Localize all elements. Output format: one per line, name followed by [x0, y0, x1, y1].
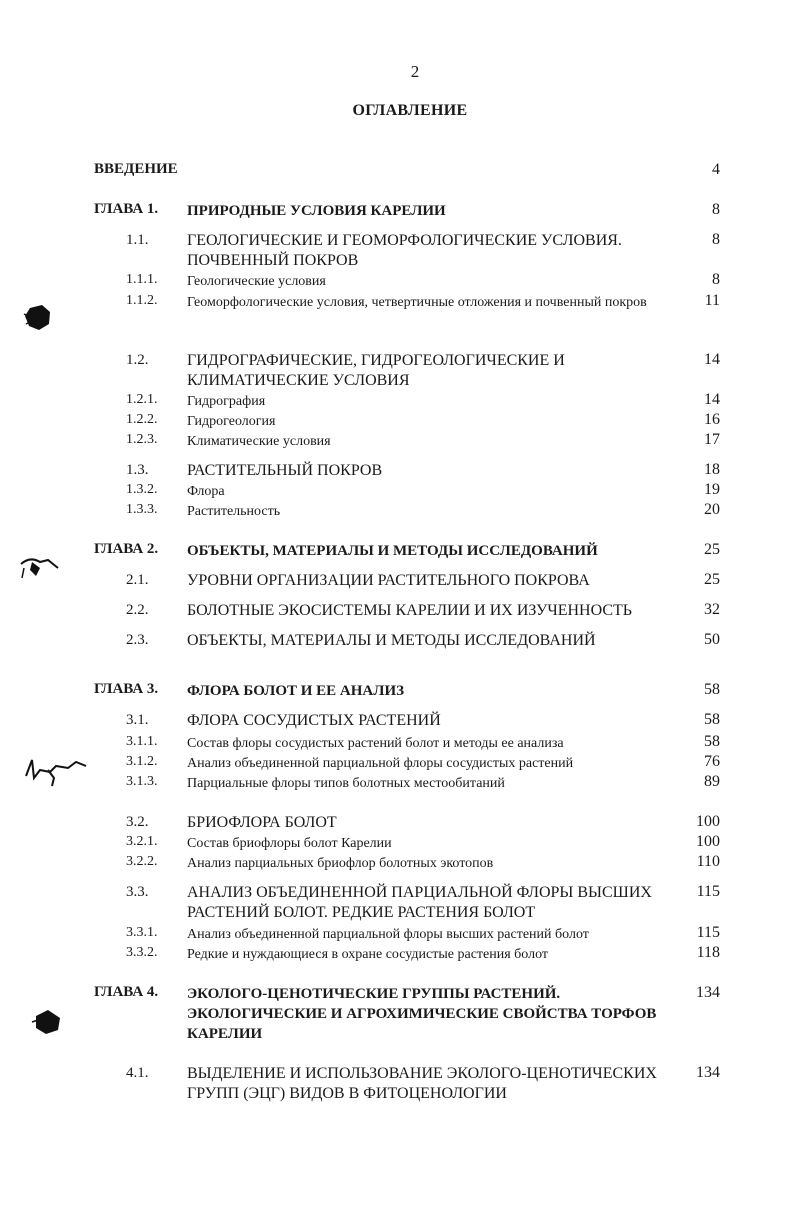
toc-entry-title: ФЛОРА БОЛОТ И ЕЕ АНАЛИЗ	[187, 683, 405, 699]
toc-entry-page: 8	[712, 201, 720, 218]
ink-scribble-mark	[18, 552, 62, 582]
toc-entry-page: 8	[712, 271, 720, 288]
toc-entry-number: 1.3.3.	[126, 502, 158, 517]
toc-entry-number: 4.1.	[126, 1065, 149, 1081]
toc-entry-page: 17	[704, 431, 720, 448]
toc-entry-title: ГЕОЛОГИЧЕСКИЕ И ГЕОМОРФОЛОГИЧЕСКИЕ УСЛОВИЯ. ПОЧВЕННЫЙ ПОКРОВ	[187, 232, 622, 269]
toc-entry-number: 3.2.1.	[126, 834, 158, 849]
toc-entry-title: АНАЛИЗ ОБЪЕДИНЕННОЙ ПАРЦИАЛЬНОЙ ФЛОРЫ ВЫСШИХ РАСТЕНИЙ БОЛОТ. РЕДКИЕ РАСТЕНИЯ БОЛОТ	[187, 884, 652, 921]
toc-entry-number: 1.2.3.	[126, 432, 158, 447]
toc-entry-title: Состав флоры сосудистых растений болот и методы ее анализа	[187, 736, 564, 751]
toc-entry-page: 100	[696, 833, 720, 850]
toc-entry-title: Анализ парциальных бриофлор болотных экотопов	[187, 856, 494, 871]
toc-entry-number: ГЛАВА 1.	[94, 201, 159, 217]
ink-blot-mark	[22, 302, 54, 332]
toc-entry-page: 76	[704, 753, 720, 770]
toc-entry-page: 110	[696, 853, 720, 870]
toc-entry-number: 3.2.	[126, 814, 149, 830]
toc-entry-number: 3.3.	[126, 884, 149, 900]
toc-entry-page: 11	[704, 292, 720, 309]
toc-entry-page: 58	[704, 711, 720, 728]
toc-entry-page: 134	[696, 1064, 720, 1081]
toc-entry-title: Геологические условия	[187, 274, 326, 289]
toc-entry-number: 1.3.	[126, 462, 149, 478]
toc-entry-page: 14	[704, 351, 720, 368]
toc-entry-number: ГЛАВА 2.	[94, 541, 159, 557]
toc-entry-title: Флора	[187, 484, 225, 499]
toc-entry-title: РАСТИТЕЛЬНЫЙ ПОКРОВ	[187, 462, 383, 479]
toc-entry-number: 3.1.	[126, 712, 149, 728]
toc-entry-number: 2.1.	[126, 572, 149, 588]
toc-entry-number: 1.3.2.	[126, 482, 158, 497]
toc-entry-title: ГИДРОГРАФИЧЕСКИЕ, ГИДРОГЕОЛОГИЧЕСКИЕ И КЛИМАТИЧЕСКИЕ УСЛОВИЯ	[187, 352, 565, 389]
toc-entry-page: 16	[704, 411, 720, 428]
toc-entry-page: 4	[712, 161, 720, 178]
toc-entry-page: 89	[704, 773, 720, 790]
toc-entry-page: 8	[712, 231, 720, 248]
toc-entry-title: Климатические условия	[187, 434, 331, 449]
toc-entry-page: 118	[696, 944, 720, 961]
toc-entry-title: Анализ объединенной парциальной флоры высших растений болот	[187, 927, 589, 942]
toc-entry-title: Гидрогеология	[187, 414, 276, 429]
page-title: ОГЛАВЛЕНИЕ	[352, 102, 468, 119]
toc-entry-number: 1.2.	[126, 352, 149, 368]
toc-entry-number: 3.1.2.	[126, 754, 158, 769]
toc-entry-number: 3.2.2.	[126, 854, 158, 869]
toc-entry-page: 25	[704, 571, 720, 588]
toc-entry-number: 2.3.	[126, 632, 149, 648]
toc-entry-number: 2.2.	[126, 602, 149, 618]
toc-entry-number: 1.2.2.	[126, 412, 158, 427]
toc-entry-title: ВЫДЕЛЕНИЕ И ИСПОЛЬЗОВАНИЕ ЭКОЛОГО-ЦЕНОТИЧЕСКИХ ГРУПП (ЭЦГ) ВИДОВ В ФИТОЦЕНОЛОГИИ	[187, 1065, 657, 1102]
toc-entry-page: 14	[704, 391, 720, 408]
toc-entry-page: 115	[696, 924, 720, 941]
toc-entry-page: 58	[704, 681, 720, 698]
toc-entry-title: Растительность	[187, 504, 281, 519]
toc-entry-title: ОБЪЕКТЫ, МАТЕРИАЛЫ И МЕТОДЫ ИССЛЕДОВАНИЙ	[187, 543, 598, 559]
toc-entry-title: ЭКОЛОГО-ЦЕНОТИЧЕСКИЕ ГРУППЫ РАСТЕНИЙ. ЭКОЛОГИЧЕСКИЕ И АГРОХИМИЧЕСКИЕ СВОЙСТВА ТОРФОВ КАРЕЛИИ	[187, 986, 657, 1042]
toc-entry-page: 20	[704, 501, 720, 518]
toc-entry-title: ФЛОРА СОСУДИСТЫХ РАСТЕНИЙ	[187, 712, 441, 729]
page-number: 2	[410, 62, 420, 81]
toc-entry-number: 3.1.1.	[126, 734, 158, 749]
ink-scribble-mark	[24, 756, 88, 790]
toc-entry-title: ПРИРОДНЫЕ УСЛОВИЯ КАРЕЛИИ	[187, 203, 446, 219]
toc-entry-number: 1.1.	[126, 232, 149, 248]
toc-entry-title: БОЛОТНЫЕ ЭКОСИСТЕМЫ КАРЕЛИИ И ИХ ИЗУЧЕННОСТЬ	[187, 602, 632, 619]
toc-entry-number: 1.1.2.	[126, 293, 158, 308]
toc-entry-number: ГЛАВА 4.	[94, 984, 159, 1000]
toc-entry-number: 1.2.1.	[126, 392, 158, 407]
toc-entry-title: Геоморфологические условия, четвертичные отложения и почвенный покров	[187, 295, 647, 310]
toc-entry-title: Редкие и нуждающиеся в охране сосудистые растения болот	[187, 947, 549, 962]
toc-entry-title: Анализ объединенной парциальной флоры сосудистых растений	[187, 756, 574, 771]
toc-entry-page: 50	[704, 631, 720, 648]
toc-entry-page: 134	[696, 984, 720, 1001]
toc-entry-page: 32	[704, 601, 720, 618]
toc-entry-number: 1.1.1.	[126, 272, 158, 287]
toc-entry-title: Гидрография	[187, 394, 266, 409]
toc-entry-title: БРИОФЛОРА БОЛОТ	[187, 814, 337, 831]
toc-entry-title: УРОВНИ ОРГАНИЗАЦИИ РАСТИТЕЛЬНОГО ПОКРОВА	[187, 572, 590, 589]
toc-entry-number: ВВЕДЕНИЕ	[94, 161, 178, 177]
toc-entry-title: Парциальные флоры типов болотных местообитаний	[187, 776, 505, 791]
toc-entry-number: ГЛАВА 3.	[94, 681, 159, 697]
toc-entry-title: ОБЪЕКТЫ, МАТЕРИАЛЫ И МЕТОДЫ ИССЛЕДОВАНИЙ	[187, 632, 596, 649]
toc-entry-page: 25	[704, 541, 720, 558]
toc-entry-page: 19	[704, 481, 720, 498]
toc-entry-number: 3.3.1.	[126, 925, 158, 940]
toc-entry-page: 100	[696, 813, 720, 830]
toc-entry-page: 115	[696, 883, 720, 900]
toc-entry-number: 3.1.3.	[126, 774, 158, 789]
toc-entry-page: 58	[704, 733, 720, 750]
toc-entry-number: 3.3.2.	[126, 945, 158, 960]
toc-entry-page: 18	[704, 461, 720, 478]
ink-blot-mark	[30, 1006, 64, 1036]
toc-entry-title: Состав бриофлоры болот Карелии	[187, 836, 392, 851]
